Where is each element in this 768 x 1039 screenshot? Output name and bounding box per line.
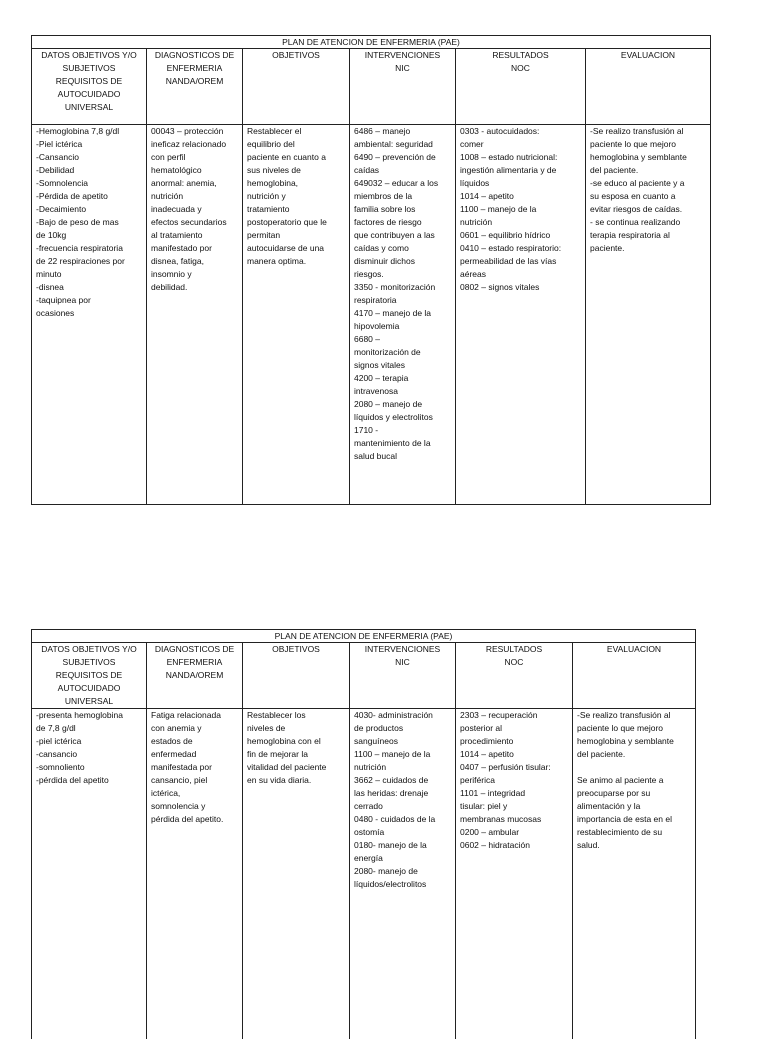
cell-line: -se educo al paciente y a xyxy=(590,177,706,190)
cell-line: las heridas: drenaje xyxy=(354,787,451,800)
cell-line: energía xyxy=(354,852,451,865)
column-header-resultados-noc xyxy=(456,643,573,709)
cell-line: cansancio, piel xyxy=(151,774,238,787)
cell-line: del paciente. xyxy=(590,164,706,177)
cell-line: 2080- manejo de xyxy=(354,865,451,878)
cell-line: disminuir dichos xyxy=(354,255,451,268)
cell-line: sanguíneos xyxy=(354,735,451,748)
cell-line: Se animo al paciente a xyxy=(577,774,691,787)
cell-datos-objetivos xyxy=(32,125,147,505)
cell-datos-objetivos xyxy=(32,709,147,1039)
cell-line: ingestión alimentaria y de xyxy=(460,164,581,177)
header-line: OBJETIVOS xyxy=(247,49,345,62)
column-header-objetivos xyxy=(243,49,350,125)
cell-line: 1014 – apetito xyxy=(460,748,568,761)
cell-line: con anemia y xyxy=(151,722,238,735)
cell-line: niveles de xyxy=(247,722,345,735)
header-line: RESULTADOS xyxy=(460,643,568,656)
cell-line: preocuparse por su xyxy=(577,787,691,800)
cell-line: autocuidarse de una xyxy=(247,242,345,255)
cell-line: 1008 – estado nutricional: xyxy=(460,151,581,164)
cell-line: - se continua realizando xyxy=(590,216,706,229)
header-line: REQUISITOS DE xyxy=(36,669,142,682)
cell-line: -Piel ictérica xyxy=(36,138,142,151)
column-header-diagnosticos xyxy=(147,49,243,125)
cell-line: estados de xyxy=(151,735,238,748)
cell-line xyxy=(577,761,691,774)
header-line: NANDA/OREM xyxy=(151,75,238,88)
cell-line: minuto xyxy=(36,268,142,281)
cell-line: caídas xyxy=(354,164,451,177)
cell-line: miembros de la xyxy=(354,190,451,203)
header-line: NOC xyxy=(460,62,581,75)
cell-line: -Hemoglobina 7,8 g/dl xyxy=(36,125,142,138)
cell-line: -Se realizo transfusión al xyxy=(577,709,691,722)
cell-line: manera optima. xyxy=(247,255,345,268)
cell-line: nutrición xyxy=(151,190,238,203)
cell-line: ambiental: seguridad xyxy=(354,138,451,151)
cell-line: -frecuencia respiratoria xyxy=(36,242,142,255)
cell-line: caídas y como xyxy=(354,242,451,255)
cell-line: 00043 – protección xyxy=(151,125,238,138)
cell-line: familia sobre los xyxy=(354,203,451,216)
column-header-intervenciones-nic xyxy=(350,643,456,709)
cell-line: manifestado por xyxy=(151,242,238,255)
cell-line: 4030- administración xyxy=(354,709,451,722)
cell-line: -piel ictérica xyxy=(36,735,142,748)
cell-line: importancia de esta en el xyxy=(577,813,691,826)
cell-line: al tratamiento xyxy=(151,229,238,242)
column-header-objetivos xyxy=(243,643,350,709)
cell-line: paciente lo que mejoro xyxy=(577,722,691,735)
cell-line: comer xyxy=(460,138,581,151)
column-header-resultados-noc xyxy=(456,49,586,125)
cell-line: en su vida diaria. xyxy=(247,774,345,787)
cell-line: 0180- manejo de la xyxy=(354,839,451,852)
cell-line: que contribuyen a las xyxy=(354,229,451,242)
cell-line: -Se realizo transfusión al xyxy=(590,125,706,138)
cell-resultados-noc xyxy=(456,125,586,505)
cell-evaluacion xyxy=(573,709,696,1039)
cell-line: paciente. xyxy=(590,242,706,255)
cell-line: 6486 – manejo xyxy=(354,125,451,138)
cell-line: respiratoria xyxy=(354,294,451,307)
cell-line: 649032 – educar a los xyxy=(354,177,451,190)
header-line: SUBJETIVOS xyxy=(36,656,142,669)
cell-line: -disnea xyxy=(36,281,142,294)
cell-line: 4200 – terapia xyxy=(354,372,451,385)
header-line: ENFERMERIA xyxy=(151,656,238,669)
cell-line: signos vitales xyxy=(354,359,451,372)
cell-line: hemoglobina y semblante xyxy=(577,735,691,748)
cell-line: hemoglobina y semblante xyxy=(590,151,706,164)
header-line: ENFERMERIA xyxy=(151,62,238,75)
column-header-evaluacion xyxy=(586,49,711,125)
cell-line: líquidos/electrolitos xyxy=(354,878,451,891)
cell-line: paciente lo que mejoro xyxy=(590,138,706,151)
cell-line: 0303 - autocuidados: xyxy=(460,125,581,138)
cell-line: 6490 – prevención de xyxy=(354,151,451,164)
cell-objetivos xyxy=(243,125,350,505)
cell-line: hematológico xyxy=(151,164,238,177)
cell-line: líquidos xyxy=(460,177,581,190)
cell-line: cerrado xyxy=(354,800,451,813)
cell-line: permitan xyxy=(247,229,345,242)
cell-line: aéreas xyxy=(460,268,581,281)
cell-line: 1100 – manejo de la xyxy=(354,748,451,761)
cell-line: fin de mejorar la xyxy=(247,748,345,761)
column-header-diagnosticos xyxy=(147,643,243,709)
pae-table-2 xyxy=(31,629,696,1039)
cell-line: -somnoliento xyxy=(36,761,142,774)
cell-line: tratamiento xyxy=(247,203,345,216)
cell-line: del paciente. xyxy=(577,748,691,761)
cell-line: salud. xyxy=(577,839,691,852)
cell-line: paciente en cuanto a xyxy=(247,151,345,164)
cell-line: -taquipnea por xyxy=(36,294,142,307)
cell-line: debilidad. xyxy=(151,281,238,294)
header-line: DIAGNOSTICOS DE xyxy=(151,49,238,62)
cell-line: monitorización de xyxy=(354,346,451,359)
cell-line: membranas mucosas xyxy=(460,813,568,826)
column-header-datos-objetivos xyxy=(32,643,147,709)
cell-line: de 7,8 g/dl xyxy=(36,722,142,735)
header-line: REQUISITOS DE xyxy=(36,75,142,88)
cell-line: riesgos. xyxy=(354,268,451,281)
cell-intervenciones-nic xyxy=(350,125,456,505)
cell-line: 4170 – manejo de la xyxy=(354,307,451,320)
cell-line: 2303 – recuperación xyxy=(460,709,568,722)
header-line: DIAGNOSTICOS DE xyxy=(151,643,238,656)
cell-line: inadecuada y xyxy=(151,203,238,216)
cell-line: -Debilidad xyxy=(36,164,142,177)
cell-line: efectos secundarios xyxy=(151,216,238,229)
table-title: PLAN DE ATENCION DE ENFERMERIA (PAE) xyxy=(32,630,696,643)
cell-line: sus niveles de xyxy=(247,164,345,177)
cell-line: 1014 – apetito xyxy=(460,190,581,203)
cell-line: mantenimiento de la xyxy=(354,437,451,450)
cell-line: -Pérdida de apetito xyxy=(36,190,142,203)
cell-line: 2080 – manejo de xyxy=(354,398,451,411)
header-line: OBJETIVOS xyxy=(247,643,345,656)
cell-line: con perfil xyxy=(151,151,238,164)
cell-line: -Decaimiento xyxy=(36,203,142,216)
cell-line: ictérica, xyxy=(151,787,238,800)
header-line: NIC xyxy=(354,62,451,75)
cell-line: restablecimiento de su xyxy=(577,826,691,839)
cell-line: 0602 – hidratación xyxy=(460,839,568,852)
cell-line: disnea, fatiga, xyxy=(151,255,238,268)
cell-line: 3350 - monitorización xyxy=(354,281,451,294)
cell-line: alimentación y la xyxy=(577,800,691,813)
cell-line: hemoglobina con el xyxy=(247,735,345,748)
cell-diagnosticos xyxy=(147,709,243,1039)
cell-line: factores de riesgo xyxy=(354,216,451,229)
cell-line: -Somnolencia xyxy=(36,177,142,190)
cell-line: ineficaz relacionado xyxy=(151,138,238,151)
cell-line: salud bucal xyxy=(354,450,451,463)
cell-line: Restablecer los xyxy=(247,709,345,722)
cell-line: -cansancio xyxy=(36,748,142,761)
column-header-intervenciones-nic xyxy=(350,49,456,125)
cell-line: tisular: piel y xyxy=(460,800,568,813)
cell-line: 1100 – manejo de la xyxy=(460,203,581,216)
cell-line: 1101 – integridad xyxy=(460,787,568,800)
cell-line: -Bajo de peso de mas xyxy=(36,216,142,229)
cell-line: 6680 – xyxy=(354,333,451,346)
cell-line: evitar riesgos de caídas. xyxy=(590,203,706,216)
cell-line: nutrición xyxy=(460,216,581,229)
column-header-evaluacion xyxy=(573,643,696,709)
table-title: PLAN DE ATENCION DE ENFERMERIA (PAE) xyxy=(32,36,711,49)
cell-intervenciones-nic xyxy=(350,709,456,1039)
cell-line: 0200 – ambular xyxy=(460,826,568,839)
cell-evaluacion xyxy=(586,125,711,505)
cell-line: 0480 - cuidados de la xyxy=(354,813,451,826)
cell-line: ostomía xyxy=(354,826,451,839)
header-line: AUTOCUIDADO xyxy=(36,682,142,695)
cell-line: líquidos y electrolitos xyxy=(354,411,451,424)
cell-line: procedimiento xyxy=(460,735,568,748)
cell-line: permeabilidad de las vías xyxy=(460,255,581,268)
cell-line: de productos xyxy=(354,722,451,735)
cell-line: 0601 – equilibrio hídrico xyxy=(460,229,581,242)
header-line: NOC xyxy=(460,656,568,669)
cell-line: su esposa en cuanto a xyxy=(590,190,706,203)
cell-line: -pérdida del apetito xyxy=(36,774,142,787)
cell-objetivos xyxy=(243,709,350,1039)
cell-line: nutrición xyxy=(354,761,451,774)
header-line: UNIVERSAL xyxy=(36,101,142,114)
header-line: RESULTADOS xyxy=(460,49,581,62)
header-line: SUBJETIVOS xyxy=(36,62,142,75)
cell-line: -presenta hemoglobina xyxy=(36,709,142,722)
header-line: EVALUACION xyxy=(590,49,706,62)
cell-resultados-noc xyxy=(456,709,573,1039)
header-line: NIC xyxy=(354,656,451,669)
cell-line: ocasiones xyxy=(36,307,142,320)
column-header-datos-objetivos xyxy=(32,49,147,125)
cell-line: intravenosa xyxy=(354,385,451,398)
cell-line: hipovolemia xyxy=(354,320,451,333)
cell-line: enfermedad xyxy=(151,748,238,761)
cell-line: 3662 – cuidados de xyxy=(354,774,451,787)
cell-line: 0407 – perfusión tisular: xyxy=(460,761,568,774)
cell-line: de 22 respiraciones por xyxy=(36,255,142,268)
cell-line: nutrición y xyxy=(247,190,345,203)
header-line: DATOS OBJETIVOS Y/O xyxy=(36,643,142,656)
header-line: EVALUACION xyxy=(577,643,691,656)
cell-line: Restablecer el xyxy=(247,125,345,138)
cell-line: manifestada por xyxy=(151,761,238,774)
cell-line: 1710 - xyxy=(354,424,451,437)
header-line: DATOS OBJETIVOS Y/O xyxy=(36,49,142,62)
cell-line: vitalidad del paciente xyxy=(247,761,345,774)
header-line: UNIVERSAL xyxy=(36,695,142,708)
cell-line: postoperatorio que le xyxy=(247,216,345,229)
cell-line: periférica xyxy=(460,774,568,787)
cell-line: insomnio y xyxy=(151,268,238,281)
cell-line: 0802 – signos vitales xyxy=(460,281,581,294)
cell-diagnosticos xyxy=(147,125,243,505)
header-line: AUTOCUIDADO xyxy=(36,88,142,101)
cell-line: equilibrio del xyxy=(247,138,345,151)
cell-line: de 10kg xyxy=(36,229,142,242)
header-line: NANDA/OREM xyxy=(151,669,238,682)
cell-line: posterior al xyxy=(460,722,568,735)
cell-line: hemoglobina, xyxy=(247,177,345,190)
pae-table-1 xyxy=(31,35,711,505)
cell-line: anormal: anemia, xyxy=(151,177,238,190)
cell-line: -Cansancio xyxy=(36,151,142,164)
cell-line: 0410 – estado respiratorio: xyxy=(460,242,581,255)
cell-line: terapia respiratoria al xyxy=(590,229,706,242)
cell-line: Fatiga relacionada xyxy=(151,709,238,722)
header-line: INTERVENCIONES xyxy=(354,49,451,62)
cell-line: somnolencia y xyxy=(151,800,238,813)
cell-line: pérdida del apetito. xyxy=(151,813,238,826)
header-line: INTERVENCIONES xyxy=(354,643,451,656)
